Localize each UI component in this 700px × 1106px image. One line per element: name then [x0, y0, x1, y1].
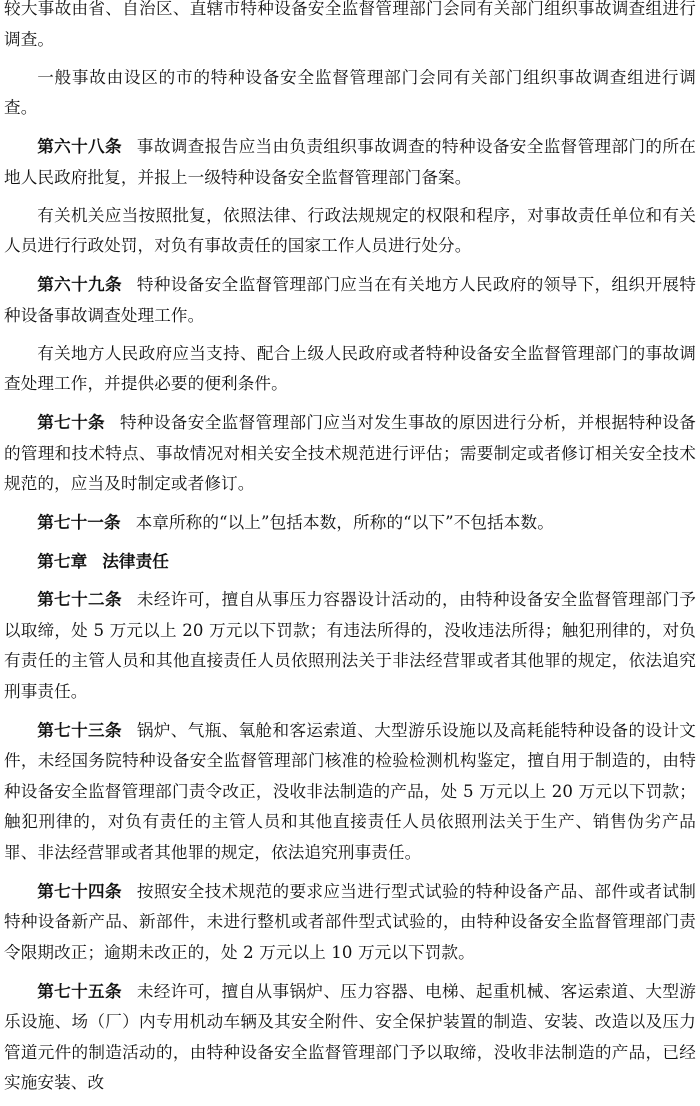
- article-heading: 第六十八条: [37, 136, 122, 156]
- article-72: [4, 584, 696, 707]
- article-heading: 第六十九条: [37, 274, 122, 294]
- paragraph-text: 特种设备安全监督管理部门应当对发生事故的原因进行分析，并根据特种设备的管理和技术特点、事故情况对相关安全技术规范进行评估；需要制定或者修订相关安全技术规范的，应当及时制定或者修订。: [4, 413, 696, 493]
- article-75: [4, 976, 696, 1099]
- paragraph-0: [4, 0, 696, 55]
- paragraph-1: [4, 63, 696, 124]
- paragraph-text: 未经许可，擅自从事压力容器设计活动的，由特种设备安全监督管理部门予以取缔，处 5 万元以上 20 万元以下罚款；有违法所得的，没收违法所得；触犯刑律的，对负有责任的主管人员和其他直接责任人员依照刑法关于非法经营罪或者其他罪的规定，依法追究刑事责任。: [4, 590, 696, 701]
- article-heading: 第七十五条: [37, 980, 122, 1001]
- article-heading: 第七十一条: [37, 512, 121, 532]
- article-68: [4, 131, 696, 193]
- article-heading: 第七十三条: [37, 719, 122, 740]
- paragraph-text: 按照安全技术规范的要求应当进行型式试验的特种设备产品、部件或者试制特种设备新产品、新部件，未进行整机或者部件型式试验的，由特种设备安全监督管理部门责令限期改正；逾期未改正的，处 2 万元以上 10 万元以下罚款。: [4, 881, 696, 962]
- chapter-7-heading: [4, 546, 696, 577]
- chapter-title: 法律责任: [102, 551, 169, 571]
- article-71: [4, 507, 696, 539]
- paragraph-text: 有关机关应当按照批复，依照法律、行政法规规定的权限和程序，对事故责任单位和有关人员进行行政处罚，对负有事故责任的国家工作人员进行处分。: [4, 205, 696, 255]
- paragraph-text: 未经许可，擅自从事锅炉、压力容器、电梯、起重机械、客运索道、大型游乐设施、场（厂）内专用机动车辆及其安全附件、安全保护装置的制造、安装、改造以及压力管道元件的制造活动的，由特种设备安全监督管理部门予以取缔，没收非法制造的产品，已经实施安装、改: [4, 981, 696, 1092]
- article-heading: 第七十四条: [37, 880, 122, 901]
- paragraph-text: 事故调查报告应当由负责组织事故调查的特种设备安全监督管理部门的所在地人民政府批复，并报上一级特种设备安全监督管理部门备案。: [4, 137, 696, 187]
- paragraph-text: 特种设备安全监督管理部门应当在有关地方人民政府的领导下，组织开展特种设备事故调查处理工作。: [4, 275, 696, 325]
- paragraph-3: [4, 201, 696, 262]
- paragraph-text: 一般事故由设区的市的特种设备安全监督管理部门会同有关部门组织事故调查组进行调查。: [4, 67, 696, 117]
- article-74: [4, 876, 696, 969]
- paragraph-5: [4, 339, 696, 400]
- article-70: [4, 407, 696, 500]
- paragraph-text: 有关地方人民政府应当支持、配合上级人民政府或者特种设备安全监督管理部门的事故调查处理工作，并提供必要的便利条件。: [4, 343, 696, 393]
- paragraph-text: 本章所称的“以上”包括本数，所称的“以下”不包括本数。: [135, 513, 554, 532]
- paragraph-text: 锅炉、气瓶、氧舱和客运索道、大型游乐设施以及高耗能特种设备的设计文件，未经国务院特种设备安全监督管理部门核准的检验检测机构鉴定，擅自用于制造的，由特种设备安全监督管理部门责令改正，没收非法制造的产品，处 5 万元以上 20 万元以下罚款；触犯刑律的，对负有责任的主管人员和其他直接责任人员依照刑法关于生产、销售伪劣产品罪、非法经营罪或者其他罪的规定，依法追究刑事责任。: [4, 720, 696, 862]
- article-69: [4, 269, 696, 331]
- article-heading: 第七十二条: [37, 589, 122, 609]
- article-73: [4, 715, 696, 869]
- paragraph-text: 较大事故由省、自治区、直辖市特种设备安全监督管理部门会同有关部门组织事故调查组进行调查。: [4, 0, 696, 49]
- article-heading: 第七十条: [37, 412, 105, 432]
- chapter-number: 第七章: [37, 551, 88, 571]
- document-page: [4, 0, 696, 1106]
